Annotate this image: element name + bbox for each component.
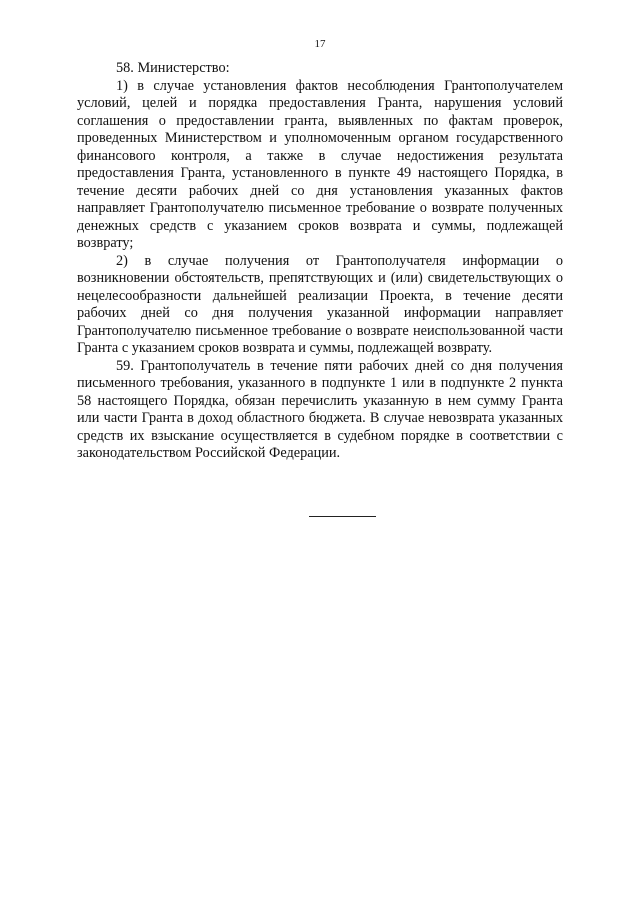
document-body — [77, 60, 563, 463]
page-number: 17 — [314, 38, 326, 50]
paragraph-58-item-1: 1) в случае установления фактов несоблюдения Грантополучателем условий, целей и порядка предоставления Гранта, нарушения условий соглашения о предоставлении гранта, выявленных по фактам проверок, проведенных Министерством и уполномоченным органом государственного финансового контроля, а также в случае недостижения результата предоставления Гранта, установленного в пункте 49 настоящего Порядка, в течение десяти рабочих дней со дня установления указанных фактов направляет Грантополучателю письменное требование о возврате полученных денежных средств с указанием сроков возврата и суммы, подлежащей возврату; — [77, 77, 563, 251]
paragraph-58-heading: 58. Министерство: — [116, 60, 230, 76]
paragraph-58-item-2: 2) в случае получения от Грантополучателя информации о возникновении обстоятельств, препятствующих и (или) свидетельствующих о нецелесообразности дальнейшей реализации Проекта, в течение десяти рабочих дней со дня получения указанной информации направляет Грантополучателю письменное требование о возврате неиспользованной части Гранта с указанием сроков возврата и суммы, подлежащей возврату. — [77, 252, 563, 356]
paragraph-59: 59. Грантополучатель в течение пяти рабочих дней со дня получения письменного требования, указанного в подпункте 1 или в подпункте 2 пункта 58 настоящего Порядка, обязан перечислить указанную в нем сумму Гранта или части Гранта в доход областного бюджета. В случае невозврата указанных средств их взыскание осуществляется в судебном порядке в соответствии с законодательством Российской Федерации. — [77, 357, 563, 461]
end-divider-line — [309, 516, 376, 517]
